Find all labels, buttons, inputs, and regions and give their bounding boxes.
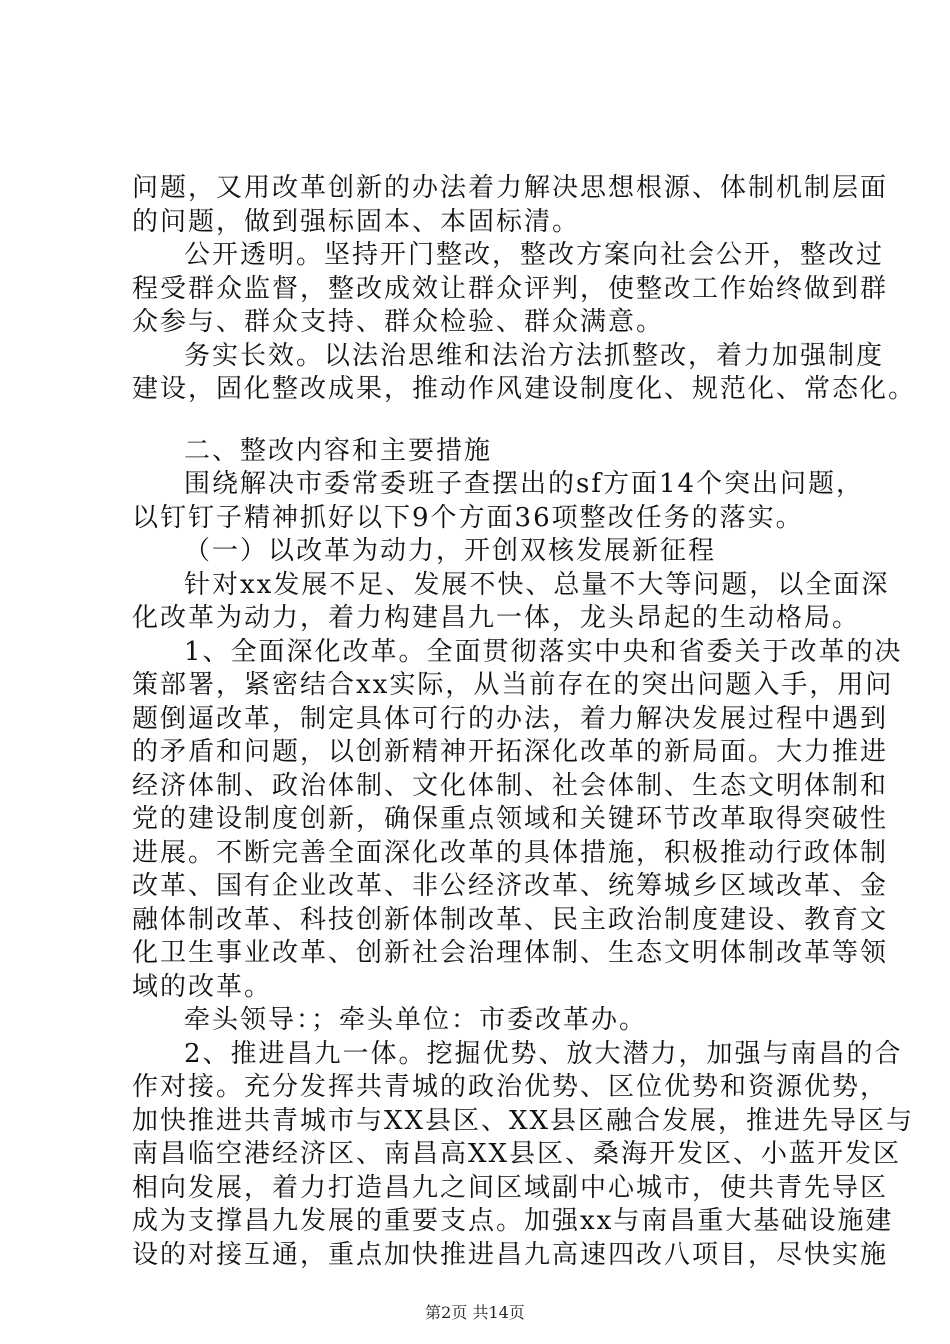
page-number-footer: 第2页 共14页 bbox=[425, 1303, 525, 1322]
text-line: 题倒逼改革，制定具体可行的办法，着力解决发展过程中遇到 bbox=[132, 703, 889, 734]
text-line: 建设，固化整改成果，推动作风建设制度化、规范化、常态化。 bbox=[132, 374, 917, 404]
text-line: 加快推进共青城市与XX县区、XX县区融合发展，推进先导区与 bbox=[132, 1105, 915, 1136]
paragraph-start-line: 围绕解决市委常委班子查摆出的sf方面14个突出问题， bbox=[184, 469, 865, 499]
text-line: 设的对接互通，重点加快推进昌九高速四改八项目，尽快实施 bbox=[132, 1239, 889, 1270]
text-line: 程受群众监督，整改成效让群众评判，使整改工作始终做到群 bbox=[132, 273, 889, 304]
text-line: 相向发展，着力打造昌九之间区域副中心城市，使共青先导区 bbox=[132, 1172, 889, 1203]
section-spacer bbox=[132, 407, 852, 435]
paragraph-start-line: 2、推进昌九一体。挖掘优势、放大潜力，加强与南昌的合 bbox=[184, 1038, 903, 1069]
text-line: 策部署，紧密结合xx实际，从当前存在的突出问题入手，用问 bbox=[132, 670, 894, 700]
subsection-heading: （一）以改革为动力，开创双核发展新征程 bbox=[184, 536, 717, 566]
text-line: 党的建设制度创新，确保重点领域和关键环节改革取得突破性 bbox=[132, 804, 889, 834]
paragraph-start-line: 1、全面深化改革。全面贯彻落实中央和省委关于改革的决 bbox=[184, 636, 903, 667]
paragraph-start-line: 务实长效。以法治思维和法治方法抓整改，着力加强制度 bbox=[184, 340, 885, 371]
text-line: 融体制改革、科技创新体制改革、民主政治制度建设、教育文 bbox=[132, 904, 889, 935]
text-line: 的问题，做到强标固本、本固标清。 bbox=[132, 206, 581, 237]
text-line: 化改革为动力，着力构建昌九一体，龙头昂起的生动格局。 bbox=[132, 603, 861, 633]
paragraph-start-line: 针对xx发展不足、发展不快、总量不大等问题，以全面深 bbox=[184, 569, 890, 600]
text-line: 的矛盾和问题，以创新精神开拓深化改革的新局面。大力推进 bbox=[132, 737, 889, 767]
text-line: 众参与、群众支持、群众检验、群众满意。 bbox=[132, 307, 665, 337]
text-line: 以钉钉子精神抓好以下9个方面36项整改任务的落实。 bbox=[132, 502, 804, 533]
paragraph-start-line: 公开透明。坚持开门整改，整改方案向社会公开，整改过 bbox=[184, 240, 885, 270]
text-line: 改革、国有企业改革、非公经济改革、统筹城乡区域改革、金 bbox=[132, 871, 889, 901]
text-line: 问题，又用改革创新的办法着力解决思想根源、体制机制层面 bbox=[132, 173, 889, 203]
text-line: 成为支撑昌九发展的重要支点。加强xx与南昌重大基础设施建 bbox=[132, 1206, 894, 1236]
text-line: 作对接。充分发挥共青城的政治优势、区位优势和资源优势， bbox=[132, 1072, 889, 1102]
text-line: 化卫生事业改革、创新社会治理体制、生态文明体制改革等领 bbox=[132, 938, 889, 968]
text-line: 进展。不断完善全面深化改革的具体措施，积极推动行政体制 bbox=[132, 837, 889, 868]
text-line: 南昌临空港经济区、南昌高XX县区、桑海开发区、小蓝开发区 bbox=[132, 1139, 902, 1169]
text-line: 经济体制、政治体制、文化体制、社会体制、生态文明体制和 bbox=[132, 770, 889, 801]
section-heading: 二、整改内容和主要措施 bbox=[184, 435, 493, 466]
text-line: 域的改革。 bbox=[132, 971, 273, 1002]
document-body bbox=[132, 172, 917, 1272]
paragraph-start-line: 牵头领导：；牵头单位：市委改革办。 bbox=[184, 1005, 648, 1035]
